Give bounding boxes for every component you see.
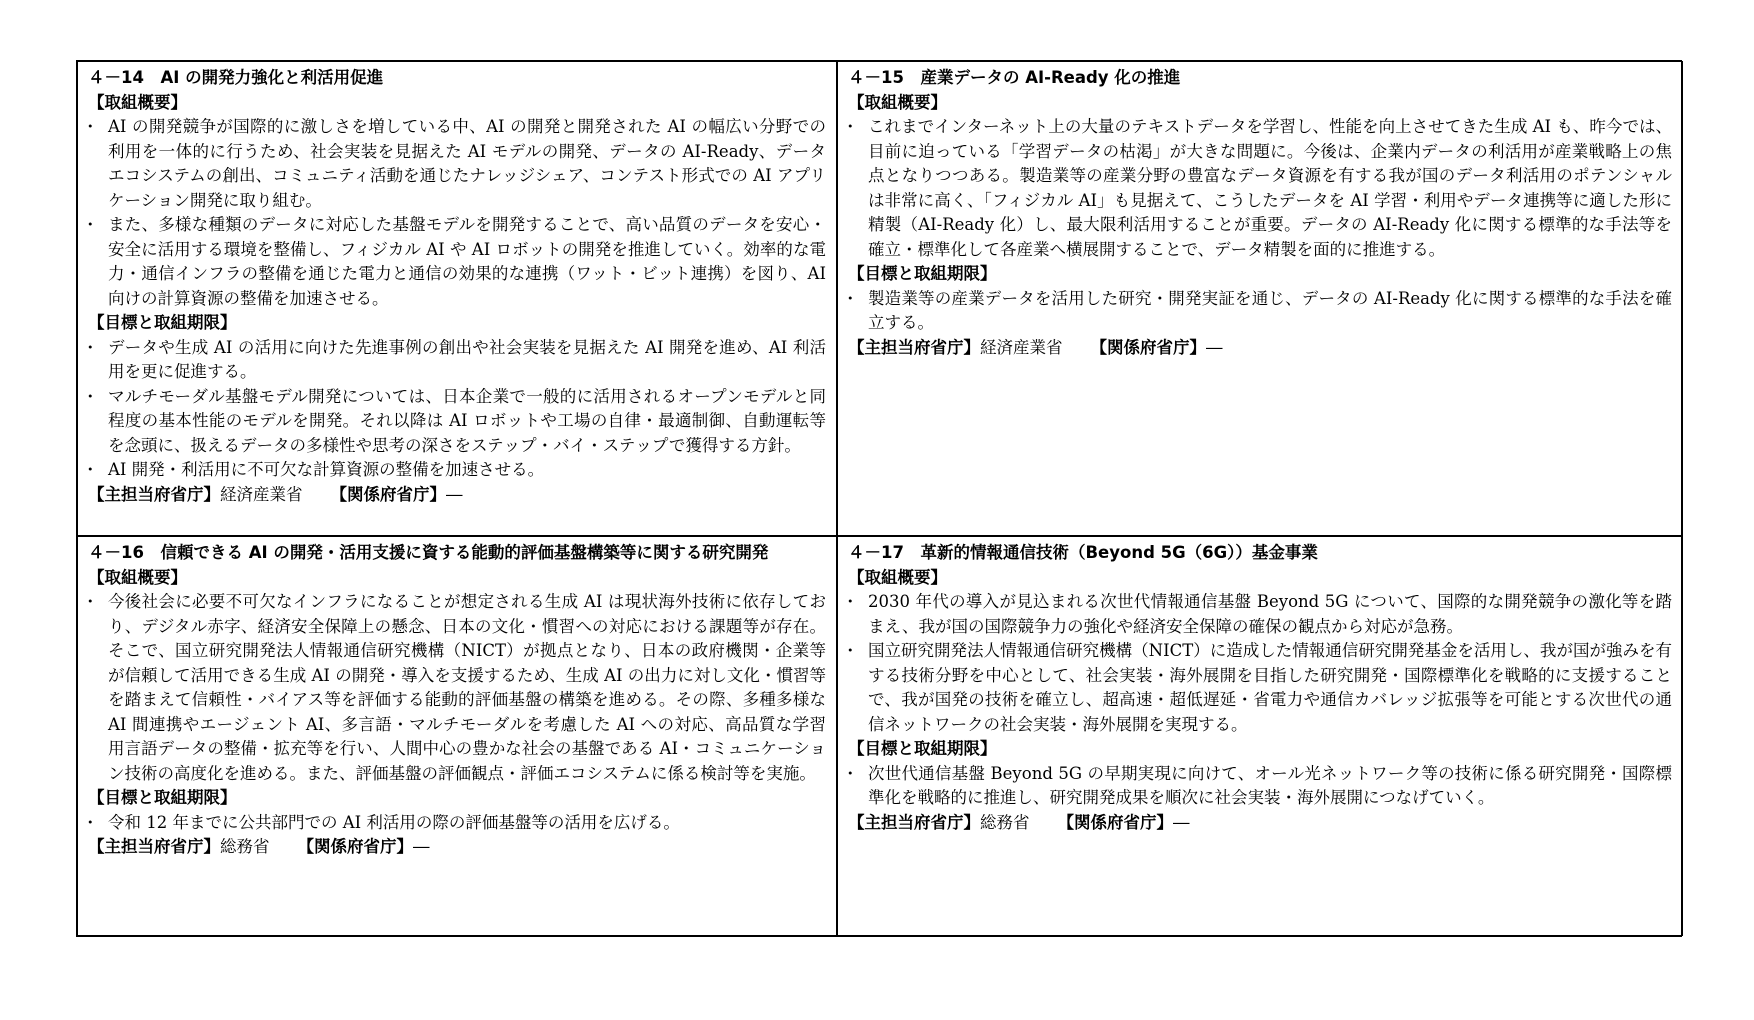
goal-list bbox=[88, 811, 826, 836]
lead-agency-value: 経済産業省 bbox=[220, 484, 303, 504]
lead-agency-value: 総務省 bbox=[220, 837, 270, 856]
list-item: ・ AI の開発競争が国際的に激しさを増している中、AI の開発と開発された AI の幅広い分野での利用を一体的に行うため、社会実装を見据えた AI モデルの開発、データの AI-Ready、データエコシステムの創出、コミュニティ活動を通じたナレッジシェア、コンテスト形式での AI アプリケーション開発に取り組む。 bbox=[88, 115, 826, 213]
list-item: ・ 2030 年代の導入が見込まれる次世代情報通信基盤 Beyond 5G について、国際的な開発競争の激化等を踏まえ、我が国の国際競争力の強化や経済安全保障の確保の観点から対応が急務。 bbox=[848, 590, 1672, 639]
cell-title: ４－17 革新的情報通信技術（Beyond 5G（6G））基金事業 bbox=[848, 543, 1318, 562]
list-item: ・ 令和 12 年までに公共部門での AI 利活用の際の評価基盤等の活用を広げる。 bbox=[88, 811, 826, 836]
overview-heading: 【取組概要】 bbox=[848, 567, 947, 587]
overview-heading: 【取組概要】 bbox=[848, 92, 947, 112]
lead-agency-label: 【主担当府省庁】 bbox=[848, 337, 980, 357]
list-item: ・ 今後社会に必要不可欠なインフラになることが想定される生成 AI は現状海外技術に依存しており、デジタル赤字、経済安全保障上の懸念、日本の文化・慣習への対応における課題等が存在。そこで、国立研究開発法人情報通信研究機構（NICT）が拠点となり、日本の政府機関・企業等が信頼して活用できる生成 AI の開発・導入を支援するため、生成 AI の出力に対し文化・慣習等を踏まえて信頼性・バイアス等を評価する能動的評価基盤の構築を進める。その際、多種多様な AI 間連携やエージェント AI、多言語・マルチモーダルを考慮した AI への対応、高品質な学習用言語データの整備・拡充等を行い、人間中心の豊かな社会の基盤である AI・コミュニケーション技術の高度化を進める。また、評価基盤の評価観点・評価エコシステムに係る検討等を実施。 bbox=[88, 590, 826, 786]
related-agency-label: 【関係府省庁】 bbox=[1057, 812, 1173, 832]
overview-list bbox=[88, 115, 826, 311]
overview-heading: 【取組概要】 bbox=[88, 92, 187, 112]
overview-list bbox=[88, 590, 826, 786]
goal-heading: 【目標と取組期限】 bbox=[88, 313, 237, 332]
agency-line bbox=[88, 835, 826, 860]
list-item: ・ データや生成 AI の活用に向けた先進事例の創出や社会実装を見据えた AI 開発を進め、AI 利活用を更に促進する。 bbox=[88, 336, 826, 385]
list-item: ・ 製造業等の産業データを活用した研究・開発実証を通じ、データの AI-Ready 化に関する標準的な手法を確立する。 bbox=[848, 287, 1672, 336]
cell-4-17 bbox=[837, 536, 1683, 936]
related-agency-value: ― bbox=[446, 484, 463, 504]
overview-list bbox=[848, 115, 1672, 262]
lead-agency-label: 【主担当府省庁】 bbox=[848, 812, 980, 832]
lead-agency-label: 【主担当府省庁】 bbox=[88, 484, 220, 504]
related-agency-label: 【関係府省庁】 bbox=[297, 837, 413, 856]
cell-4-15 bbox=[837, 61, 1683, 536]
lead-agency-value: 総務省 bbox=[980, 812, 1030, 832]
cell-4-14 bbox=[77, 61, 837, 536]
overview-heading: 【取組概要】 bbox=[88, 567, 187, 587]
initiatives-table bbox=[76, 60, 1682, 937]
goal-list bbox=[88, 336, 826, 483]
list-item: ・ 国立研究開発法人情報通信研究機構（NICT）に造成した情報通信研究開発基金を活用し、我が国が強みを有する技術分野を中心として、社会実装・海外展開を目指した研究開発・国際標準化を戦略的に支援することで、我が国発の技術を確立し、超高速・超低遅延・省電力や通信カバレッジ拡張等を可能とする次世代の通信ネットワークの社会実装・海外展開を実現する。 bbox=[848, 639, 1672, 737]
lead-agency-label: 【主担当府省庁】 bbox=[88, 837, 220, 856]
cell-title: ４－16 信頼できる AI の開発・活用支援に資する能動的評価基盤構築等に関する研究開発 bbox=[88, 543, 769, 562]
cell-title: ４－14 AI の開発力強化と利活用促進 bbox=[88, 68, 384, 87]
related-agency-label: 【関係府省庁】 bbox=[1090, 337, 1206, 357]
agency-line bbox=[88, 483, 826, 508]
list-item: ・ また、多様な種類のデータに対応した基盤モデルを開発することで、高い品質のデータを安心・安全に活用する環境を整備し、フィジカル AI や AI ロボットの開発を推進していく。効率的な電力・通信インフラの整備を通じた電力と通信の効果的な連携（ワット・ビット連携）を図り、AI 向けの計算資源の整備を加速させる。 bbox=[88, 213, 826, 311]
related-agency-label: 【関係府省庁】 bbox=[330, 484, 446, 504]
lead-agency-value: 経済産業省 bbox=[980, 337, 1063, 357]
cell-4-16 bbox=[77, 536, 837, 936]
related-agency-value: ― bbox=[1206, 337, 1223, 357]
goal-heading: 【目標と取組期限】 bbox=[848, 264, 997, 283]
related-agency-value: ― bbox=[413, 837, 430, 856]
overview-list bbox=[848, 590, 1672, 737]
list-item: ・ マルチモーダル基盤モデル開発については、日本企業で一般的に活用されるオープンモデルと同程度の基本性能のモデルを開発。それ以降は AI ロボットや工場の自律・最適制御、自動運転等を念頭に、扱えるデータの多様性や思考の深さをステップ・バイ・ステップで獲得する方針。 bbox=[88, 385, 826, 459]
agency-line bbox=[848, 811, 1672, 836]
goal-list bbox=[848, 762, 1672, 811]
list-item: ・ これまでインターネット上の大量のテキストデータを学習し、性能を向上させてきた生成 AI も、昨今では、目前に迫っている「学習データの枯渇」が大きな問題に。今後は、企業内データの利活用が産業戦略上の焦点となりつつある。製造業等の産業分野の豊富なデータ資源を有する我が国のデータ利活用のポテンシャルは非常に高く、「フィジカル AI」も見据えて、こうしたデータを AI 学習・利用やデータ連携等に適した形に精製（AI-Ready 化）し、最大限利活用することが重要。データの AI-Ready 化に関する標準的な手法等を確立・標準化して各産業へ横展開することで、データ精製を面的に推進する。 bbox=[848, 115, 1672, 262]
related-agency-value: ― bbox=[1173, 812, 1190, 832]
goal-heading: 【目標と取組期限】 bbox=[88, 788, 237, 807]
list-item: ・ AI 開発・利活用に不可欠な計算資源の整備を加速させる。 bbox=[88, 458, 826, 483]
goal-list bbox=[848, 287, 1672, 336]
list-item: ・ 次世代通信基盤 Beyond 5G の早期実現に向けて、オール光ネットワーク等の技術に係る研究開発・国際標準化を戦略的に推進し、研究開発成果を順次に社会実装・海外展開につなげていく。 bbox=[848, 762, 1672, 811]
cell-title: ４－15 産業データの AI-Ready 化の推進 bbox=[848, 68, 1181, 87]
goal-heading: 【目標と取組期限】 bbox=[848, 739, 997, 758]
agency-line bbox=[848, 336, 1672, 361]
